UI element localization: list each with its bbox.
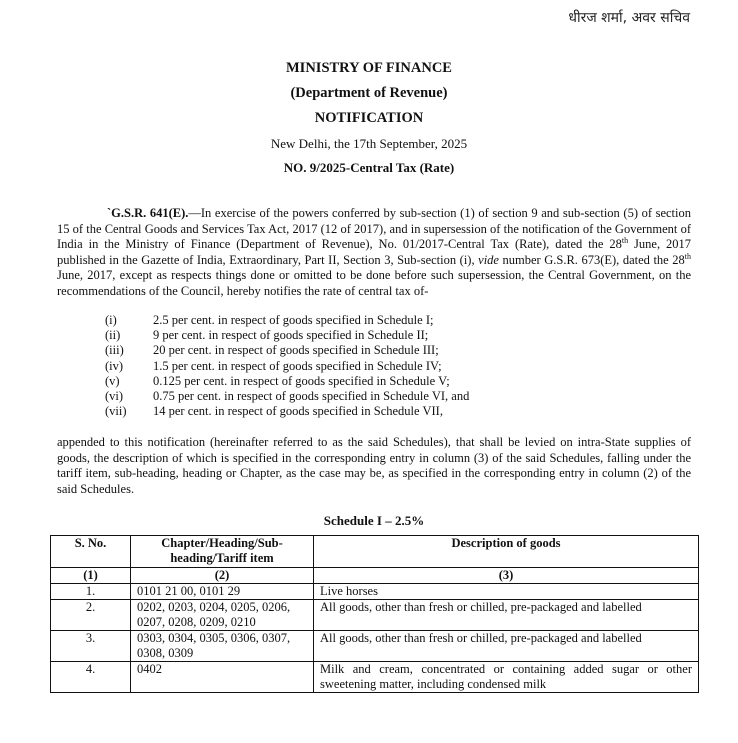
preamble-paragraph <box>57 206 691 299</box>
rate-number: (i) <box>105 313 117 327</box>
rate-item <box>105 313 605 328</box>
rate-text: 0.125 per cent. in respect of goods specified in Schedule V; <box>153 373 450 388</box>
cell-description: All goods, other than fresh or chilled, pre-packaged and labelled <box>314 631 699 662</box>
rate-text: 1.5 per cent. in respect of goods specified in Schedule IV; <box>153 358 442 373</box>
cell-heading: 0402 <box>131 662 314 693</box>
table-row <box>51 662 699 693</box>
preamble-text-c: number G.S.R. 673(E), dated the 28 <box>498 252 685 267</box>
rate-text: 14 per cent. in respect of goods specified in Schedule VII, <box>153 404 443 419</box>
preamble-text-b: June, 2017 published in the Gazette of India, Extraordinary, Part II, Section 3, Sub-section (i), <box>57 237 691 267</box>
department-heading: (Department of Revenue) <box>290 85 448 101</box>
cell-sno: 4. <box>51 662 131 693</box>
rate-item <box>105 404 605 419</box>
cell-sno: 3. <box>51 631 131 662</box>
cell-description: Live horses <box>314 584 699 600</box>
ordinal-suffix: th <box>684 251 691 261</box>
cell-sno: 1. <box>51 584 131 600</box>
notification-title: NOTIFICATION <box>314 110 424 126</box>
schedule-title: Schedule I – 2.5% <box>323 513 425 528</box>
rate-number: (v) <box>105 373 120 388</box>
table-row <box>51 631 699 662</box>
cell-description: All goods, other than fresh or chilled, pre-packaged and labelled <box>314 600 699 631</box>
column-number: (3) <box>314 568 699 584</box>
rate-text: 0.75 per cent. in respect of goods specified in Schedule VI, and <box>153 389 470 404</box>
vide-italic: vide <box>478 252 499 267</box>
notification-number: NO. 9/2025-Central Tax (Rate) <box>283 160 455 175</box>
ministry-heading: MINISTRY OF FINANCE <box>286 60 452 76</box>
rate-item <box>105 328 605 343</box>
rate-item <box>105 343 605 358</box>
ordinal-suffix: th <box>621 235 629 245</box>
table-header-row <box>51 536 699 568</box>
preamble-text-d: June, 2017, except as respects things done or omitted to be done before such supersession, the Central Government, on the recommendations of the Council, hereby notifies the rate of central tax of- <box>57 268 691 298</box>
rate-number: (iv) <box>105 358 124 373</box>
column-number: (2) <box>131 568 314 584</box>
rates-list <box>105 313 605 419</box>
rate-text: 20 per cent. in respect of goods specified in Schedule III; <box>153 343 439 358</box>
cell-sno: 2. <box>51 600 131 631</box>
signatory-name: धीरज शर्मा, अवर सचिव <box>568 10 690 26</box>
column-header-sno: S. No. <box>51 536 131 568</box>
gsr-number: `G.S.R. 641(E). <box>107 206 189 220</box>
cell-heading: 0303, 0304, 0305, 0306, 0307, 0308, 0309 <box>131 631 314 662</box>
levy-paragraph: appended to this notification (hereinafter referred to as the said Schedules), that shall be levied on intra-State supplies of goods, the description of which is specified in the corresponding entry in column (3) of the said Schedules, falling under the tariff item, sub-heading, heading or Chapter, as the case may be, as specified in the corresponding entry in column (2) of the said Schedules. <box>57 435 691 496</box>
table-row <box>51 600 699 631</box>
rate-item <box>105 359 605 374</box>
preamble-text-a: —In exercise of the powers conferred by sub-section (1) of section 9 and sub-section (5) of section 15 of the Central Goods and Services Tax Act, 2017 (12 of 2017), and in supersession of the notification of the Government of India in the Ministry of Finance (Department of Revenue), No. 01/2017-Central Tax (Rate), dated the 28 <box>57 206 691 251</box>
rate-text: 2.5 per cent. in respect of goods specified in Schedule I; <box>153 313 434 327</box>
rate-item <box>105 389 605 404</box>
cell-description: Milk and cream, concentrated or containing added sugar or other sweetening matter, including condensed milk <box>314 662 699 693</box>
schedule-table <box>50 535 699 693</box>
column-number-row <box>51 568 699 584</box>
column-header-description: Description of goods <box>314 536 699 568</box>
column-header-heading: Chapter/Heading/Sub-heading/Tariff item <box>131 536 314 568</box>
column-number: (1) <box>51 568 131 584</box>
rate-number: (ii) <box>105 328 121 343</box>
rate-text: 9 per cent. in respect of goods specified in Schedule II; <box>153 328 429 343</box>
rate-number: (vi) <box>105 389 124 404</box>
rate-number: (iii) <box>105 343 124 358</box>
cell-heading: 0202, 0203, 0204, 0205, 0206, 0207, 0208, 0209, 0210 <box>131 600 314 631</box>
cell-heading: 0101 21 00, 0101 29 <box>131 584 314 600</box>
table-row <box>51 584 699 600</box>
date-line: New Delhi, the 17th September, 2025 <box>270 136 468 151</box>
rate-number: (vii) <box>105 404 127 419</box>
rate-item <box>105 374 605 389</box>
